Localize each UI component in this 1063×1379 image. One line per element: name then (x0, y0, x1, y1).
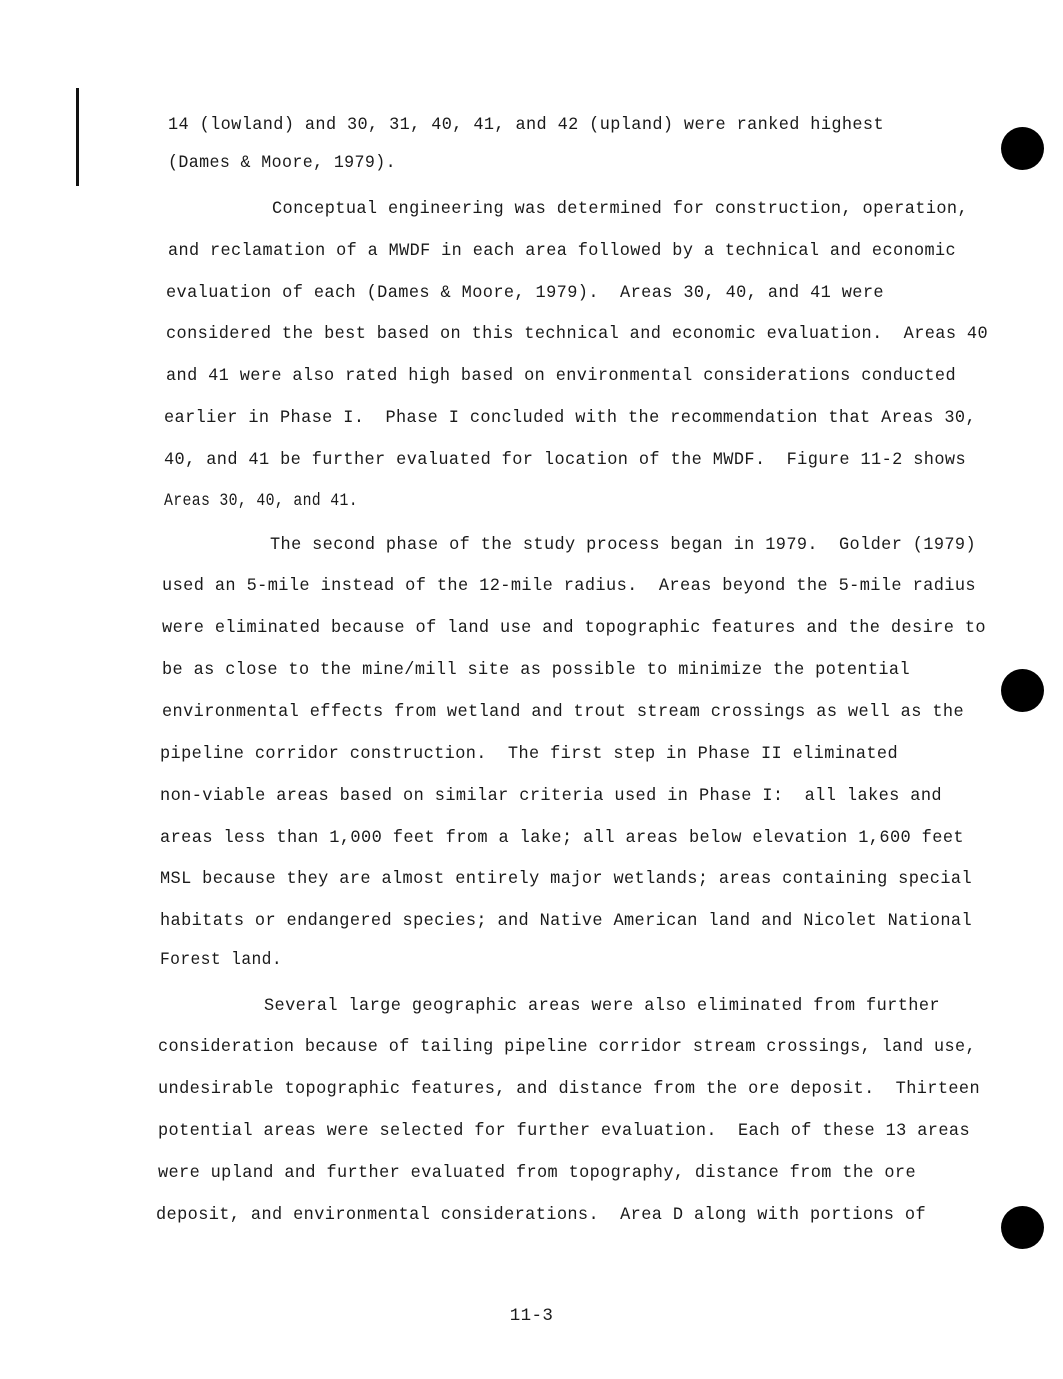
text-line: Areas 30, 40, and 41. (164, 491, 358, 511)
text-line: were upland and further evaluated from topography, distance from the ore (158, 1163, 916, 1183)
revision-change-bar (76, 88, 79, 186)
punch-hole-top (1001, 127, 1044, 170)
text-line: 14 (lowland) and 30, 31, 40, 41, and 42 (upland) were ranked highest (168, 115, 884, 135)
text-line: earlier in Phase I. Phase I concluded with the recommendation that Areas 30, (164, 408, 976, 428)
text-line: The second phase of the study process began in 1979. Golder (1979) (270, 535, 976, 555)
text-line: Forest land. (160, 950, 282, 970)
text-line: be as close to the mine/mill site as possible to minimize the potential (162, 660, 910, 680)
text-line: (Dames & Moore, 1979). (168, 153, 396, 173)
text-line: areas less than 1,000 feet from a lake; all areas below elevation 1,600 feet (160, 828, 964, 848)
text-line: evaluation of each (Dames & Moore, 1979). Areas 30, 40, and 41 were (166, 283, 884, 303)
text-line: were eliminated because of land use and topographic features and the desire to (162, 618, 986, 638)
text-line: pipeline corridor construction. The first step in Phase II eliminated (160, 744, 898, 764)
punch-hole-middle (1001, 669, 1044, 712)
text-line: Several large geographic areas were also eliminated from further (264, 996, 940, 1016)
punch-hole-bottom (1001, 1206, 1044, 1249)
text-line: consideration because of tailing pipeline corridor stream crossings, land use, (158, 1037, 976, 1057)
text-line: potential areas were selected for further evaluation. Each of these 13 areas (158, 1121, 970, 1141)
text-line: 40, and 41 be further evaluated for location of the MWDF. Figure 11-2 shows (164, 450, 966, 470)
text-line: MSL because they are almost entirely major wetlands; areas containing special (160, 869, 972, 889)
text-line: undesirable topographic features, and distance from the ore deposit. Thirteen (158, 1079, 980, 1099)
text-line: considered the best based on this technical and economic evaluation. Areas 40 (166, 324, 988, 344)
text-line: and 41 were also rated high based on environmental considerations conducted (166, 366, 956, 386)
text-line: environmental effects from wetland and trout stream crossings as well as the (162, 702, 964, 722)
text-line: habitats or endangered species; and Native American land and Nicolet National (160, 911, 972, 931)
text-line: used an 5-mile instead of the 12-mile radius. Areas beyond the 5-mile radius (162, 576, 976, 596)
text-line: non-viable areas based on similar criteria used in Phase I: all lakes and (160, 786, 942, 806)
text-line: deposit, and environmental considerations. Area D along with portions of (156, 1205, 926, 1225)
page-number: 11-3 (509, 1306, 554, 1326)
text-line: and reclamation of a MWDF in each area followed by a technical and economic (168, 241, 956, 261)
text-line: Conceptual engineering was determined for construction, operation, (272, 199, 968, 219)
